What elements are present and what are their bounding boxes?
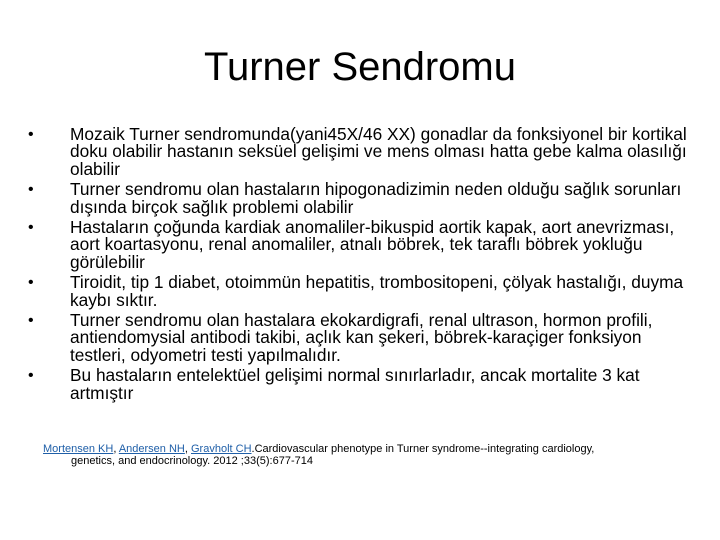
bullet-text: Hastaların çoğunda kardiak anomaliler-bikuspid aortik kapak, aort anevrizması, aort koartasyonu, renal anomaliler, atnalı böbrek, tek taraflı böbrek yokluğu görülebilir [70,217,675,272]
bullet-text: Mozaik Turner sendromunda(yani45X/46 XX) gonadlar da fonksiyonel bir kortikal doku olabilir hastanın seksüel gelişimi ve mens olması hatta gebe kalma olasılığı olabilir [70,124,687,179]
bullet-item [28,219,688,271]
reference-title: .Cardiovascular phenotype in Turner syndrome--integrating cardiology, [251,443,595,455]
reference-separator: , [184,443,191,455]
bullet-dot-icon: • [28,219,34,237]
reference-author-link[interactable]: Andersen NH [118,443,185,455]
reference-journal: genetics, and endocrinology. 2012 ;33(5):677-714 [71,454,313,467]
reference-author-link[interactable]: Mortensen KH [43,443,114,455]
bullet-item [28,274,688,309]
bullet-text: Bu hastaların entelektüel gelişimi normal sınırlarladır, ancak mortalite 3 kat artmıştır [70,365,640,403]
bullet-dot-icon: • [28,312,34,330]
bullet-dot-icon: • [28,274,34,292]
bullet-dot-icon: • [28,181,34,199]
reference-separator: , [113,443,119,455]
bullet-dot-icon: • [28,126,34,143]
bullet-dot-icon: • [28,367,34,385]
reference-author-link[interactable]: Gravholt CH [191,443,252,455]
bullet-text: Turner sendromu olan hastalara ekokardigrafi, renal ultrason, hormon profili, antiendomysial antibodi takibi, açlık kan şekeri, böbrek-karaçiger fonksiyon testleri, odyometri testi yapılmalıdır. [70,310,653,365]
reference-citation [43,444,683,467]
bullet-item [28,126,688,178]
bullet-list [28,126,688,405]
bullet-text: Turner sendromu olan hastaların hipogonadizimin neden olduğu sağlık sorunları dışında birçok sağlık problemi olabilir [70,179,682,217]
bullet-item [28,312,688,364]
bullet-item [28,181,688,216]
bullet-item [28,367,688,402]
bullet-text: Tiroidit, tip 1 diabet, otoimmün hepatitis, trombositopeni, çölyak hastalığı, duyma kaybı sıktır. [70,272,684,310]
slide-title: Turner Sendromu [204,45,516,89]
